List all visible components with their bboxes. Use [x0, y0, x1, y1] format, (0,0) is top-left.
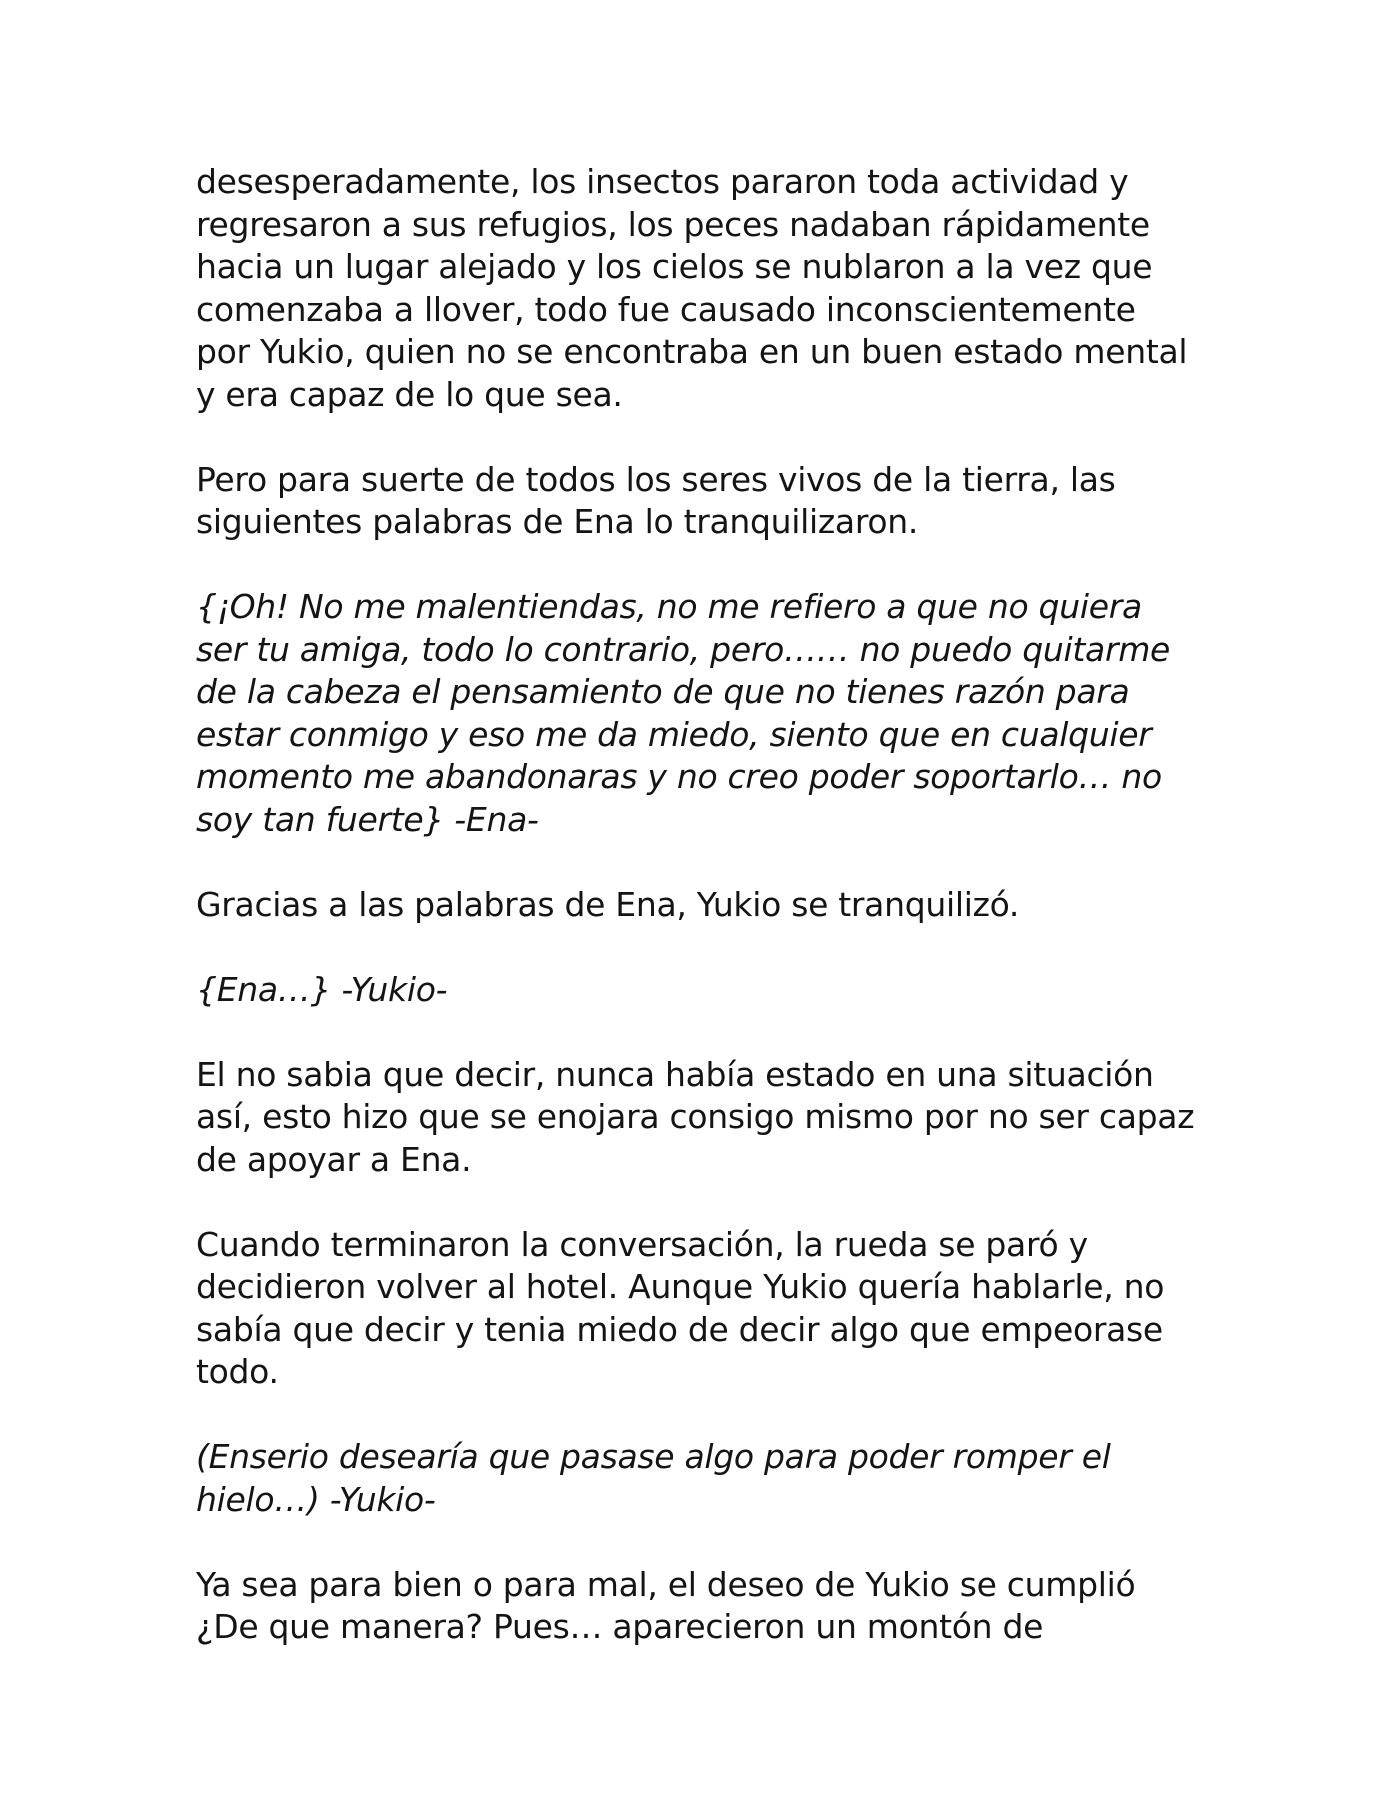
- paragraph-narration: Cuando terminaron la conversación, la rueda se paró y decidieron volver al hotel. Aunque Yukio quería hablarle, no sabía que decir y tenia miedo de decir algo que empeorase todo.: [196, 1224, 1165, 1391]
- paragraph-narration: Ya sea para bien o para mal, el deseo de Yukio se cumplió ¿De que manera? Pues… aparecieron un montón de: [196, 1564, 1136, 1646]
- paragraph-narration: Pero para suerte de todos los seres vivos de la tierra, las siguientes palabras de Ena lo tranquilizaron.: [196, 459, 1116, 541]
- paragraph-dialogue-yukio: {Ena…} -Yukio-: [196, 969, 448, 1009]
- paragraph-dialogue-ena: {¡Oh! No me malentiendas, no me refiero a que no quiera ser tu amiga, todo lo contrario, pero…… no puedo quitarme de la cabeza el pensamiento de que no tienes razón para estar conmigo y eso me da miedo, siento que en cualquier momento me abandonaras y no creo poder soportarlo… no soy tan fuerte} -Ena-: [196, 587, 1171, 839]
- paragraph-narration: desesperadamente, los insectos pararon toda actividad y regresaron a sus refugios, los peces nadaban rápidamente hacia un lugar alejado y los cielos se nublaron a la vez que comenzaba a llover, todo fue causado inconscientemente por Yukio, quien no se encontraba en un buen estado mental y era capaz de lo que sea.: [196, 162, 1188, 414]
- paragraph-narration: El no sabia que decir, nunca había estado en una situación así, esto hizo que se enojara consigo mismo por no ser capaz de apoyar a Ena.: [196, 1054, 1195, 1179]
- page-body: [196, 161, 1226, 1691]
- paragraph-narration: Gracias a las palabras de Ena, Yukio se tranquilizó.: [196, 884, 1020, 924]
- paragraph-thought-yukio: (Enserio desearía que pasase algo para poder romper el hielo…) -Yukio-: [196, 1437, 1111, 1519]
